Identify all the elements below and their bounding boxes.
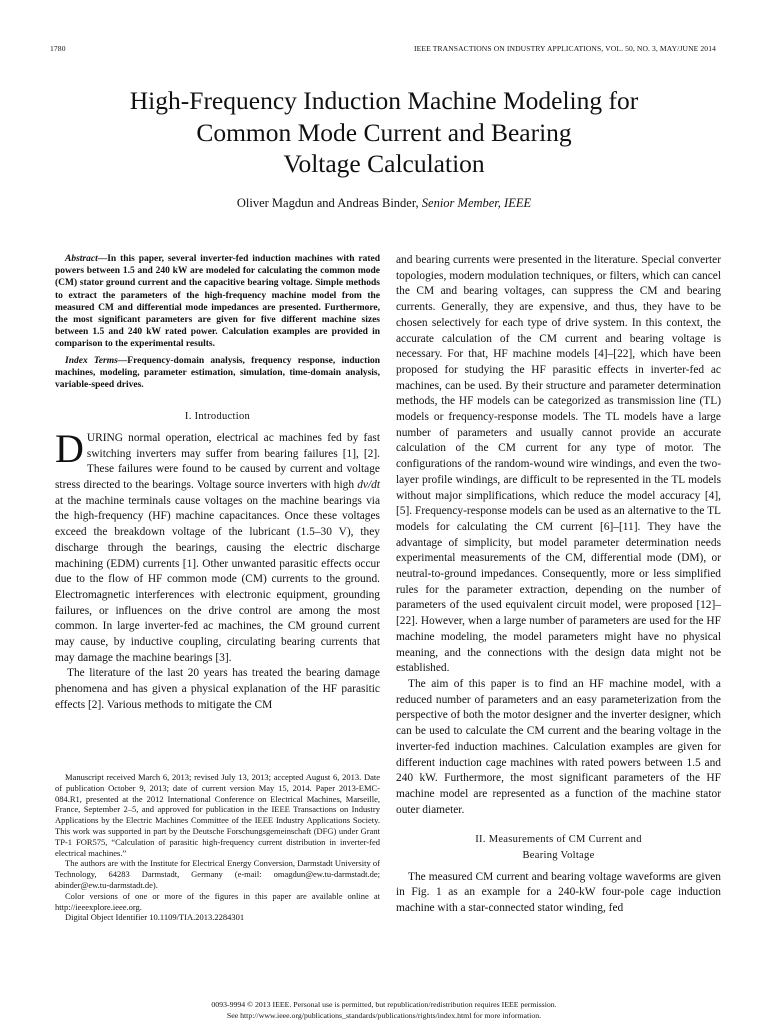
section2-line-1: II. Measurements of CM Current and	[475, 834, 642, 846]
dvdt-symbol: dv/dt	[357, 479, 380, 492]
author-names: Oliver Magdun and Andreas Binder,	[236, 196, 419, 210]
title-line-1: High-Frequency Induction Machine Modeling for	[129, 86, 639, 115]
title-line-2: Common Mode Current and Bearing	[196, 117, 572, 147]
intro-paragraph-1	[55, 425, 380, 667]
left-column	[55, 253, 380, 714]
intro-paragraph-2: The literature of the last 20 years has treated the bearing damage phenomena and has given a physical explanation of the HF parasitic effects [2]. Various methods to mitigate the CM	[55, 667, 380, 711]
abstract	[55, 253, 380, 351]
footnote-doi: Digital Object Identifier 10.1109/TIA.2013.2284301	[65, 912, 245, 923]
section-heading-introduction: I. Introduction	[184, 411, 251, 423]
footnotes	[55, 772, 380, 923]
copyright-footer	[0, 999, 768, 1021]
author-role: Senior Member, IEEE	[421, 196, 532, 210]
intro-p1-lead: URING normal operation, electrical ac machines fed by fast switching inverters may suffer from bearing failures [1], [2]. These failures were found to be caused by current and voltage stress directed to the bearings. Voltage source inverters with high	[55, 431, 380, 492]
right-paragraph-2: The aim of this paper is to find an HF machine model, with a reduced number of parameters and an easy parameterization from the perspective of both the motor designer and the inverter designer, which can be used to calculate the CM current and the bearing voltage in the inverter-fed induction machines. Calculation examples are given for different induction cage machines with rated powers between 1.5 and 240 kW. Furthermore, the most significant parameters of the HF machine model are represented as a function of the machine stator outer diameter.	[396, 677, 721, 816]
index-terms-text: —Frequency-domain analysis, frequency response, induction machines, modeling, parameter estimation, simulation, time-domain analysis, variable-speed drives.	[55, 355, 380, 391]
intro-p1-rest: at the machine terminals cause voltages on the machine bearings via the high-frequency (HF) machine capacitances. Once these voltages exceed the breakdown voltage of the lubricant (1.5–30 V), they discharge through the bearings, causing the electric discharge machining (EDM) currents [1]. Other unwanted parasitic effects occur due to the flow of HF common mode (CM) currents to the ground. Electromagnetic interferences with electronic equipment, grounding failures, or influences on the drive control are among the most common. In large inverter-fed ac machines, the CM ground current may cause, by inductive coupling, circulating bearing currents that may damage the machine bearings [3].	[55, 494, 380, 664]
title-line-3: Voltage Calculation	[283, 149, 485, 178]
section-heading-measurements	[396, 832, 721, 863]
page-number: 1780	[50, 44, 66, 53]
journal-header: IEEE TRANSACTIONS ON INDUSTRY APPLICATIONS, VOL. 50, NO. 3, MAY/JUNE 2014	[414, 44, 716, 53]
footnote-manuscript: Manuscript received March 6, 2013; revised July 13, 2013; accepted August 6, 2013. Date of publication October 9, 2013; date of current version May 15, 2014. Paper 2013-EMC-084.R1, presented at the 2012 International Conference on Electrical Machines, Marseille, France, September 2–5, and approved for publication in the IEEE Transactions on Industry Applications by the Electric Machines Committee of the IEEE Industry Applications Society. This work was supported in part by the Deutsche Forschungsgemeinschaft (DFG) under Grant TP-1 FOR575, “Calculation of parasitic high-frequency current distribution in inverter-fed electrical machines.”	[55, 772, 380, 858]
footnote-color: Color versions of one or more of the figures in this paper are available online at http://ieeexplore.ieee.org.	[55, 890, 380, 912]
paper-title	[40, 85, 728, 180]
right-paragraph-3: The measured CM current and bearing voltage waveforms are given in Fig. 1 as an example for a 240-kW four-pole cage induction machine with a star-connected stator winding, fed	[396, 870, 721, 915]
section2-line-2: Bearing Voltage	[522, 850, 595, 862]
drop-cap: D	[55, 425, 84, 471]
index-terms	[55, 355, 380, 392]
author-line	[40, 196, 728, 211]
footnote-affiliation: The authors are with the Institute for Electrical Energy Conversion, Darmstadt University of Technology, 64283 Darmstadt, Germany (e-mail: omagdun@ew.tu-darmstadt.de; abinder@ew.tu-darmstadt.de).	[55, 858, 380, 890]
abstract-label: Abstract	[65, 254, 98, 264]
index-terms-label: Index Terms	[65, 355, 118, 366]
right-paragraph-1: and bearing currents were presented in the literature. Special converter topologies, modern modulation techniques, or filters, which can cancel the CM and bearing voltages, can suppress the CM and bearing currents. Generally, they are expensive, and thus, they have to be chosen selectively for each type of drive system. In this context, the accurate calculation of the CM current and bearing voltage is necessary. For that, HF machine models [4]–[22], which have been proposed for studying the HF parasitic effects in inverter-fed ac machines, can be used. By their structure and parameter determination methods, the HF models can be categorized as transmission line (TL) models or frequency-response models. The TL models have a large number of parameters and usually cannot provide an accurate calculation of the CM current for any type of motor. The configurations of the random-wound wire windings, and even the two-layer profile windings, are difficult to be represented in the TL models without major simplifications, which reduce the model accuracy [4], [5]. Frequency-response models can be used as an alternative to the TL models for calculating the CM current [6]–[11]. They have the advantage of simplicity, but model parameter determination needs experimental measurements of the CM, differential mode (DM), or neutral-to-ground impedances. Consequently, more or less simplified rules for the parameter extraction, depending on the number of parameters of the used equivalent circuit model, were proposed [12]–[22]. However, when a large number of parameters are used for the HF machine modeling, the model parameters might have no physical meaning, and the connections with the design data might not be established.	[396, 254, 721, 675]
footer-line-1: 0093-9994 © 2013 IEEE. Personal use is permitted, but republication/redistribution requires IEEE permission.	[211, 1000, 557, 1009]
footer-line-2: See http://www.ieee.org/publications_standards/publications/rights/index.html for more information.	[226, 1011, 542, 1020]
abstract-text: —In this paper, several inverter-fed induction machines with rated powers between 1.5 and 240 kW are modeled for calculating the common mode (CM) stator ground current and the capacitive bearing voltage. Simple methods to extract the parameters of the high-frequency machine model from the measured CM and differential mode impedances are presented. Furthermore, the most significant parameters are given for five different machine sizes between 1.5 and 240 kW rated power. Calculation examples are provided in comparison to the experimental results.	[55, 254, 380, 350]
right-column	[396, 253, 721, 917]
